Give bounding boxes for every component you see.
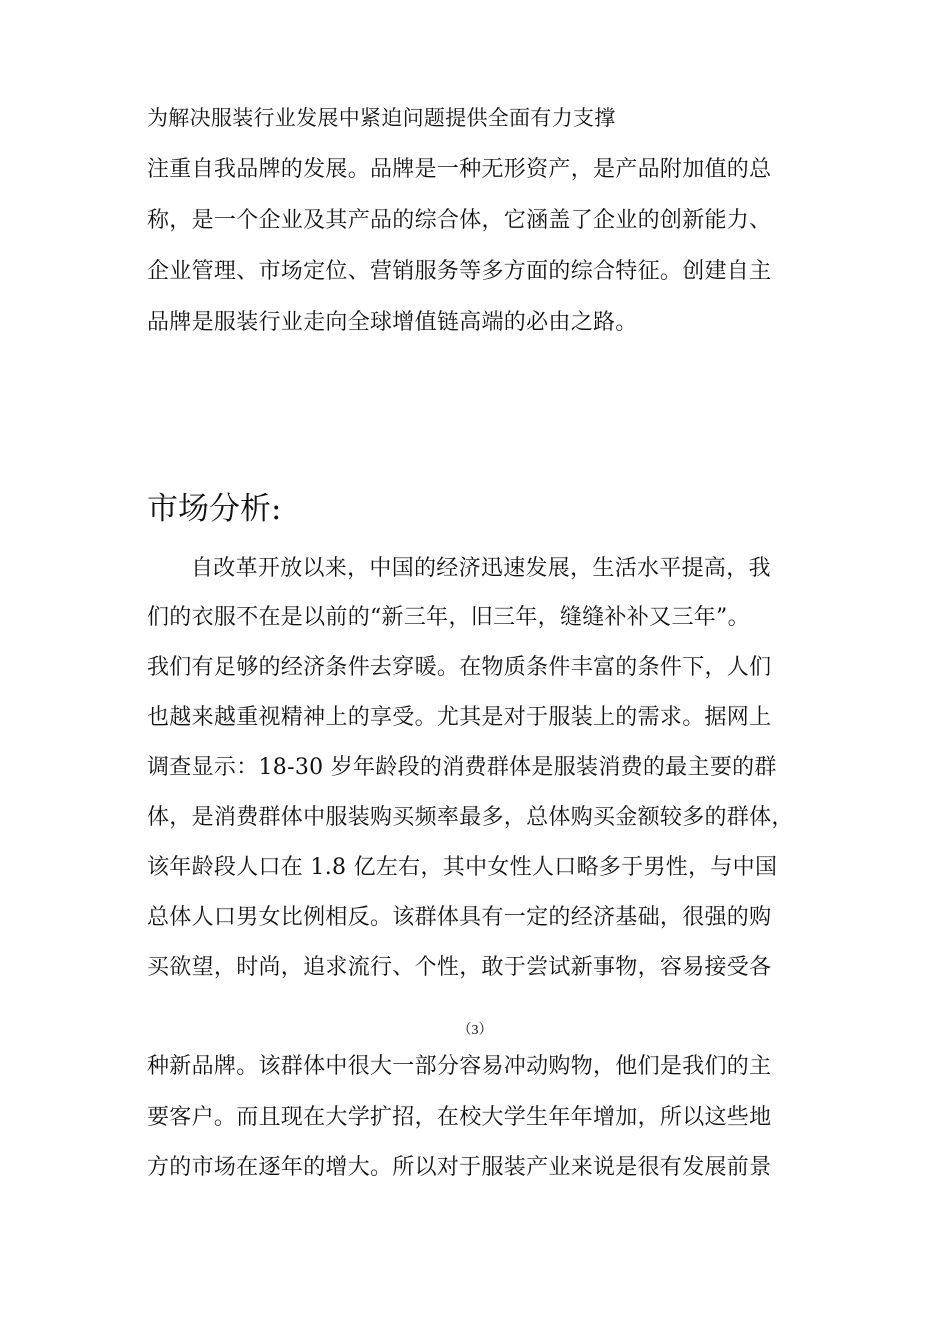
section-heading: 市场分析:	[147, 491, 282, 527]
paragraph-line: 总体人口男女比例相反。该群体具有一定的经济基础，很强的购	[147, 905, 772, 930]
paragraph-line: 调查显示：18-30 岁年龄段的消费群体是服装消费的最主要的群	[147, 755, 777, 780]
paragraph-line: 该年龄段人口在 1.8 亿左右，其中女性人口略多于男性，与中国	[147, 855, 778, 880]
paragraph-line: 买欲望，时尚，追求流行、个性，敢于尝试新事物，容易接受各	[147, 955, 772, 980]
paragraph-line: 企业管理、市场定位、营销服务等多方面的综合特征。创建自主	[147, 259, 772, 284]
paragraph-line: 们的衣服不在是以前的“新三年，旧三年，缝缝补补又三年”。	[147, 605, 750, 630]
paragraph-line: 品牌是服装行业走向全球增值链高端的必由之路。	[147, 310, 638, 335]
lead-line: 为解决服装行业发展中紧迫问题提供全面有力支撑	[147, 106, 616, 130]
paragraph-line: 要客户。而且现在大学扩招，在校大学生年年增加，所以这些地	[147, 1105, 772, 1130]
paragraph-line: 称，是一个企业及其产品的综合体，它涵盖了企业的创新能力、	[147, 208, 772, 233]
paragraph-line: 自改革开放以来，中国的经济迅速发展，生活水平提高，我	[191, 556, 771, 581]
paragraph-line: 种新品牌。该群体中很大一部分容易冲动购物，他们是我们的主	[147, 1054, 772, 1079]
paragraph-line: 我们有足够的经济条件去穿暖。在物质条件丰富的条件下，人们	[147, 655, 772, 680]
paragraph-line: 方的市场在逐年的增大。所以对于服装产业来说是很有发展前景	[147, 1155, 772, 1180]
page-number: （3）	[457, 1023, 493, 1038]
paragraph-line: 体，是消费群体中服装购买频率最多，总体购买金额较多的群体，	[147, 805, 794, 830]
paragraph-line: 也越来越重视精神上的享受。尤其是对于服装上的需求。据网上	[147, 705, 772, 730]
paragraph-line: 注重自我品牌的发展。品牌是一种无形资产，是产品附加值的总	[147, 157, 772, 182]
